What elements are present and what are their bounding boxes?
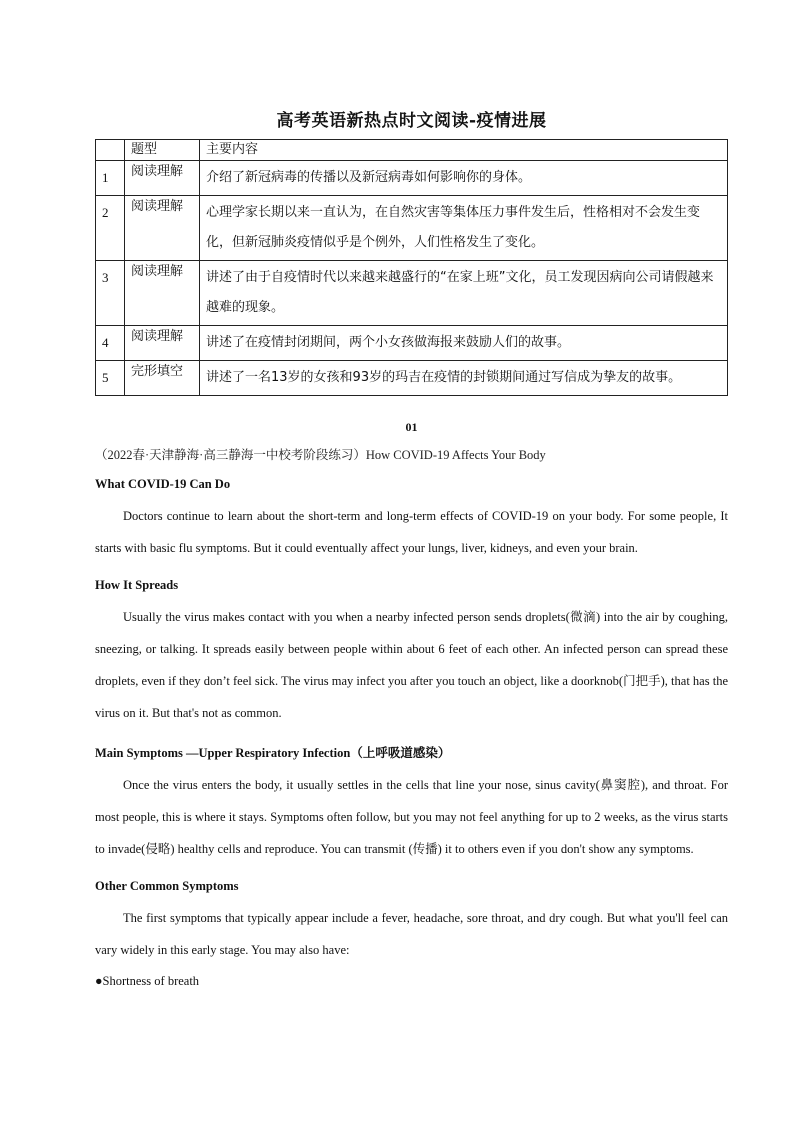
section-heading: Other Common Symptoms [95, 879, 239, 893]
article-source: （2022春·天津静海·高三静海一中校考阶段练习）How COVID-19 Affects Your Body [95, 448, 546, 462]
row-index: 5 [96, 361, 125, 396]
document-title: 高考英语新热点时文阅读-疫情进展 [276, 111, 547, 131]
paragraph: Usually the virus makes contact with you when a nearby infected person sends droplets(微滴) into the air by coughing, sneezing, or talking. It spreads easily between people within about 6 feet of each other. An infected person can spread these droplets, even if they don’t feel sick. The virus may infect you after you touch an object, like a doorknob(门把手), that has the virus on it. But that's not as common. [95, 610, 728, 720]
row-type: 完形填空 [125, 361, 200, 396]
section-number: 01 [405, 420, 418, 434]
row-index: 2 [96, 196, 125, 261]
row-index: 3 [96, 261, 125, 326]
section-heading: How It Spreads [95, 578, 179, 592]
paragraph: Doctors continue to learn about the short-term and long-term effects of COVID-19 on your body. For some people, It starts with basic flu symptoms. But it could eventually affect your lungs, liver, kidneys, and even your brain. [95, 509, 728, 555]
row-type: 阅读理解 [125, 196, 200, 261]
row-type: 阅读理解 [125, 326, 200, 361]
row-index: 1 [96, 161, 125, 196]
header-content: 主要内容 [200, 140, 728, 161]
section-heading: What COVID-19 Can Do [95, 477, 231, 491]
table-header-row [96, 140, 728, 161]
header-index [96, 140, 125, 161]
document-page [95, 100, 728, 989]
header-type: 题型 [125, 140, 200, 161]
row-content: 讲述了由于自疫情时代以来越来越盛行的“在家上班”文化，员工发现因病向公司请假越来越难的现象。 [200, 261, 728, 326]
row-content: 心理学家长期以来一直认为，在自然灾害等集体压力事件发生后，性格相对不会发生变化，但新冠肺炎疫情似乎是个例外，人们性格发生了变化。 [200, 196, 728, 261]
table-row [96, 161, 728, 196]
row-content: 讲述了在疫情封闭期间，两个小女孩做海报来鼓励人们的故事。 [200, 326, 728, 361]
row-content: 介绍了新冠病毒的传播以及新冠病毒如何影响你的身体。 [200, 161, 728, 196]
row-content: 讲述了一名13岁的女孩和93岁的玛吉在疫情的封锁期间通过写信成为挚友的故事。 [200, 361, 728, 396]
table-row [96, 326, 728, 361]
bullet-item: ●Shortness of breath [95, 974, 200, 988]
section-heading: Main Symptoms —Upper Respiratory Infection（上呼吸道感染） [95, 746, 451, 760]
row-type: 阅读理解 [125, 161, 200, 196]
row-index: 4 [96, 326, 125, 361]
table-row [96, 196, 728, 261]
table-row [96, 261, 728, 326]
summary-table [95, 139, 728, 396]
paragraph: The first symptoms that typically appear include a fever, headache, sore throat, and dry cough. But what you'll feel can vary widely in this early stage. You may also have: [95, 911, 728, 957]
row-type: 阅读理解 [125, 261, 200, 326]
table-row [96, 361, 728, 396]
paragraph: Once the virus enters the body, it usually settles in the cells that line your nose, sinus cavity(鼻窦腔), and throat. For most people, this is where it stays. Symptoms often follow, but you may not feel anything for up to 2 weeks, as the virus starts to invade(侵略) healthy cells and reproduce. You can transmit (传播) it to others even if you don't show any symptoms. [95, 778, 728, 856]
